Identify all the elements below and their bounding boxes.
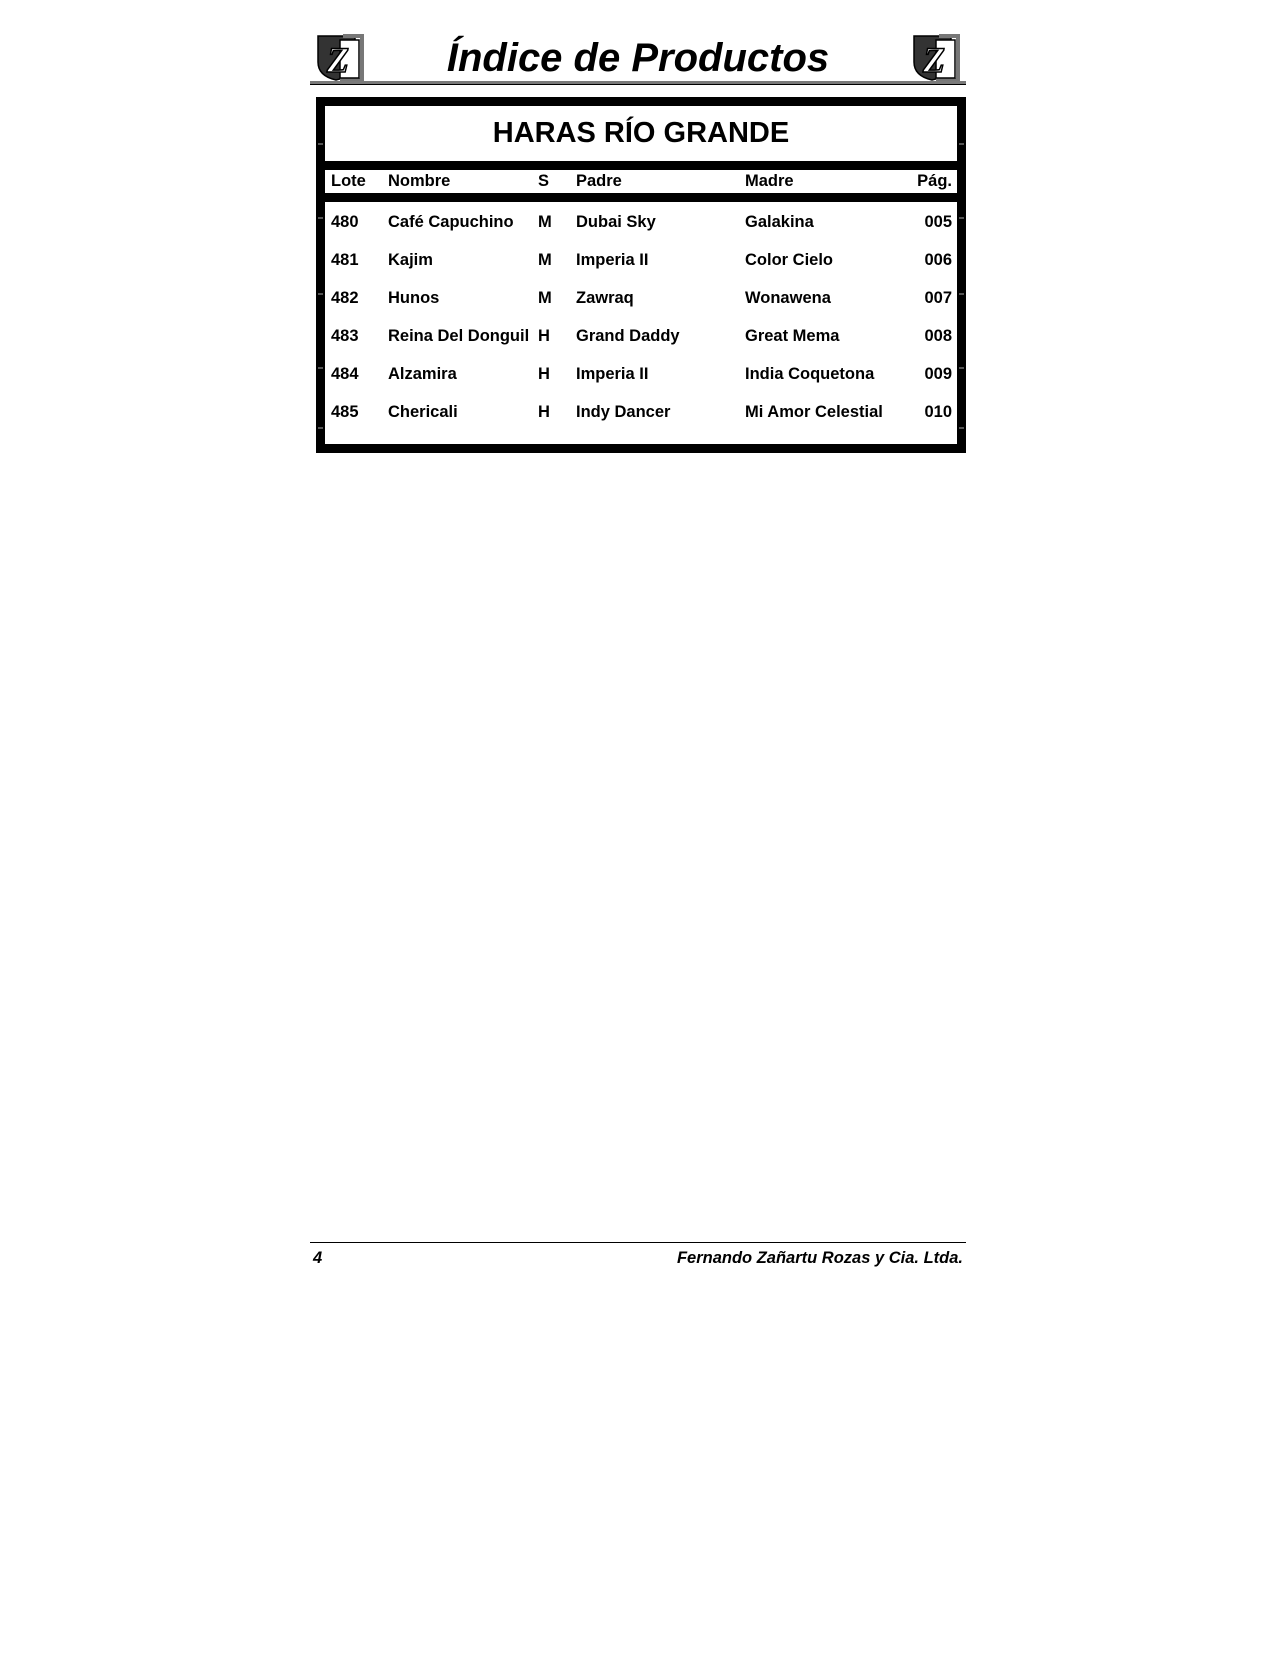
- lote-cell: 482: [331, 289, 359, 307]
- page-number: 4: [313, 1249, 323, 1267]
- sexo-cell: M: [538, 213, 552, 231]
- pagina-cell: 008: [924, 327, 952, 345]
- madre-cell: Mi Amor Celestial: [745, 403, 883, 421]
- padre-cell: Grand Daddy: [576, 327, 680, 345]
- page-header: [310, 30, 966, 86]
- column-header-pagina: Pág.: [917, 172, 952, 190]
- lote-cell: 481: [331, 251, 359, 269]
- nombre-cell: Reina Del Donguil: [388, 327, 530, 345]
- madre-cell: Great Mema: [745, 327, 840, 345]
- madre-cell: Wonawena: [745, 289, 831, 307]
- nombre-cell: Kajim: [388, 251, 433, 269]
- section-title: HARAS RÍO GRANDE: [492, 117, 790, 149]
- index-panel: [325, 106, 957, 444]
- pagina-cell: 005: [924, 213, 952, 231]
- padre-cell: Imperia II: [576, 365, 649, 383]
- padre-cell: Zawraq: [576, 289, 634, 307]
- lote-cell: 485: [331, 403, 359, 421]
- logo-letter: Z: [327, 40, 349, 80]
- column-header-madre: Madre: [745, 172, 794, 190]
- zr-logo-right: [911, 32, 961, 82]
- padre-cell: Dubai Sky: [576, 213, 656, 231]
- divider-band: [316, 193, 966, 202]
- sexo-cell: M: [538, 251, 552, 269]
- sexo-cell: M: [538, 289, 552, 307]
- column-header-sexo: S: [538, 172, 550, 190]
- nombre-cell: Chericali: [388, 403, 458, 421]
- nombre-cell: Alzamira: [388, 365, 457, 383]
- company-name: Fernando Zañartu Rozas y Cia. Ltda.: [676, 1249, 963, 1267]
- lote-cell: 484: [331, 365, 359, 383]
- padre-cell: Indy Dancer: [576, 403, 671, 421]
- lote-cell: 483: [331, 327, 359, 345]
- nombre-cell: Café Capuchino: [388, 213, 514, 231]
- madre-cell: Galakina: [745, 213, 814, 231]
- page-footer: [310, 1242, 966, 1273]
- padre-cell: Imperia II: [576, 251, 649, 269]
- lote-cell: 480: [331, 213, 359, 231]
- sexo-cell: H: [538, 403, 550, 421]
- frame-left-border: [316, 97, 325, 453]
- column-header-row: [325, 170, 957, 193]
- madre-cell: India Coquetona: [745, 365, 875, 383]
- column-header-nombre: Nombre: [388, 172, 451, 190]
- logo-letter: Z: [923, 40, 945, 80]
- column-header-lote: Lote: [331, 172, 366, 190]
- sexo-cell: H: [538, 365, 550, 383]
- column-header-padre: Padre: [576, 172, 622, 190]
- pagina-cell: 009: [924, 365, 952, 383]
- nombre-cell: Hunos: [388, 289, 440, 307]
- pagina-cell: 006: [924, 251, 952, 269]
- madre-cell: Color Cielo: [745, 251, 834, 269]
- pagina-cell: 007: [924, 289, 952, 307]
- page-title: Índice de Productos: [446, 36, 830, 80]
- sexo-cell: H: [538, 327, 550, 345]
- product-index-frame: [316, 97, 966, 453]
- header-rule: [310, 81, 966, 85]
- pagina-cell: 010: [924, 403, 952, 421]
- frame-right-border: [957, 97, 966, 453]
- divider-band: [316, 161, 966, 170]
